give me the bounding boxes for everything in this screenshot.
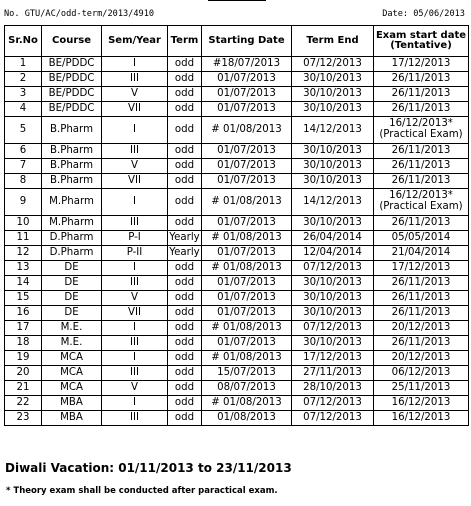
- exam-date: 26/11/2013: [391, 144, 451, 156]
- cell-exam-start-date: [374, 144, 469, 159]
- cell-exam-start-date: [374, 261, 469, 276]
- table-row: [5, 411, 469, 426]
- cell-term: odd: [168, 87, 202, 102]
- cell-sr-no: 16: [5, 306, 42, 321]
- cell-course: MBA: [42, 396, 102, 411]
- cell-starting-date: 01/08/2013: [202, 411, 292, 426]
- col-header-exam-start-date: [374, 26, 469, 57]
- cell-course: MCA: [42, 381, 102, 396]
- exam-start-date-label: Exam start date: [375, 29, 467, 41]
- col-header-starting-date: Starting Date: [202, 26, 292, 57]
- exam-date: 26/11/2013: [391, 87, 451, 99]
- cell-term-end: 30/10/2013: [292, 72, 374, 87]
- cell-term-end: 30/10/2013: [292, 336, 374, 351]
- cell-sem-year: I: [102, 261, 168, 276]
- cell-sem-year: III: [102, 366, 168, 381]
- cell-sem-year: III: [102, 411, 168, 426]
- cell-term-end: 30/10/2013: [292, 216, 374, 231]
- cell-course: M.Pharm: [42, 216, 102, 231]
- cell-course: BE/PDDC: [42, 57, 102, 72]
- table-row: [5, 381, 469, 396]
- cell-term: odd: [168, 216, 202, 231]
- cell-sr-no: 7: [5, 159, 42, 174]
- cell-term-end: 14/12/2013: [292, 117, 374, 144]
- cell-sr-no: 10: [5, 216, 42, 231]
- col-header-course: Course: [42, 26, 102, 57]
- exam-type-note: (Practical Exam): [379, 201, 463, 212]
- table-row: [5, 396, 469, 411]
- cell-term-end: 07/12/2013: [292, 261, 374, 276]
- cell-sr-no: 17: [5, 321, 42, 336]
- cell-sem-year: I: [102, 321, 168, 336]
- cell-sem-year: P-II: [102, 246, 168, 261]
- cell-exam-start-date: [374, 351, 469, 366]
- cell-course: B.Pharm: [42, 144, 102, 159]
- cell-term-end: 27/11/2013: [292, 366, 374, 381]
- cell-sr-no: 8: [5, 174, 42, 189]
- cell-course: DE: [42, 276, 102, 291]
- cell-sr-no: 13: [5, 261, 42, 276]
- col-header-term: Term: [168, 26, 202, 57]
- cell-sem-year: P-I: [102, 231, 168, 246]
- cell-starting-date: # 01/08/2013: [202, 396, 292, 411]
- cell-exam-start-date: [374, 174, 469, 189]
- cell-term: odd: [168, 366, 202, 381]
- cell-course: DE: [42, 261, 102, 276]
- cell-exam-start-date: [374, 246, 469, 261]
- cell-term: odd: [168, 306, 202, 321]
- cell-term: odd: [168, 174, 202, 189]
- cell-starting-date: # 01/08/2013: [202, 351, 292, 366]
- cell-sr-no: 12: [5, 246, 42, 261]
- cell-starting-date: 01/07/2013: [202, 87, 292, 102]
- cell-starting-date: 01/07/2013: [202, 246, 292, 261]
- cell-sr-no: 9: [5, 189, 42, 216]
- cell-term-end: 30/10/2013: [292, 144, 374, 159]
- cell-starting-date: 08/07/2013: [202, 381, 292, 396]
- cell-starting-date: 01/07/2013: [202, 144, 292, 159]
- cell-course: BE/PDDC: [42, 87, 102, 102]
- cell-term: odd: [168, 411, 202, 426]
- table-row: [5, 366, 469, 381]
- cell-starting-date: 01/07/2013: [202, 72, 292, 87]
- cell-term: odd: [168, 117, 202, 144]
- cell-term: odd: [168, 381, 202, 396]
- exam-date: 26/11/2013: [391, 159, 451, 171]
- exam-date: 26/11/2013: [391, 72, 451, 84]
- cell-course: DE: [42, 291, 102, 306]
- cell-sem-year: III: [102, 276, 168, 291]
- cell-term: odd: [168, 291, 202, 306]
- exam-date: 26/11/2013: [391, 291, 451, 303]
- cell-starting-date: # 01/08/2013: [202, 117, 292, 144]
- cell-sem-year: VII: [102, 306, 168, 321]
- cell-term: odd: [168, 321, 202, 336]
- cell-starting-date: 01/07/2013: [202, 159, 292, 174]
- cell-term-end: 30/10/2013: [292, 174, 374, 189]
- cell-exam-start-date: [374, 159, 469, 174]
- table-row: [5, 174, 469, 189]
- table-row: [5, 216, 469, 231]
- exam-date: 26/11/2013: [391, 102, 451, 114]
- exam-date: 26/11/2013: [391, 276, 451, 288]
- cell-sr-no: 3: [5, 87, 42, 102]
- cell-term: odd: [168, 276, 202, 291]
- cell-course: B.Pharm: [42, 174, 102, 189]
- cell-course: M.Pharm: [42, 189, 102, 216]
- table-row: [5, 306, 469, 321]
- exam-date: 05/05/2014: [391, 231, 451, 243]
- col-header-term-end: Term End: [292, 26, 374, 57]
- cell-sem-year: VII: [102, 102, 168, 117]
- exam-date: 16/12/2013*: [389, 190, 453, 202]
- cell-term-end: 07/12/2013: [292, 396, 374, 411]
- cell-sem-year: I: [102, 189, 168, 216]
- cell-course: B.Pharm: [42, 117, 102, 144]
- cell-exam-start-date: [374, 366, 469, 381]
- cell-sem-year: V: [102, 87, 168, 102]
- cell-term-end: 07/12/2013: [292, 411, 374, 426]
- footnote: * Theory exam shall be conducted after paractical exam.: [6, 486, 278, 496]
- document-date: Date: 05/06/2013: [382, 9, 465, 19]
- cell-sr-no: 20: [5, 366, 42, 381]
- cell-course: MCA: [42, 351, 102, 366]
- cell-term: odd: [168, 261, 202, 276]
- cell-term-end: 30/10/2013: [292, 87, 374, 102]
- cell-sem-year: III: [102, 336, 168, 351]
- cell-term-end: 30/10/2013: [292, 306, 374, 321]
- tentative-label: (Tentative): [390, 40, 452, 51]
- cell-exam-start-date: [374, 87, 469, 102]
- cell-term-end: 12/04/2014: [292, 246, 374, 261]
- table-header-row: [5, 26, 469, 57]
- exam-date: 26/11/2013: [391, 336, 451, 348]
- table-row: [5, 117, 469, 144]
- cell-term: odd: [168, 159, 202, 174]
- exam-date: 26/11/2013: [391, 306, 451, 318]
- cell-exam-start-date: [374, 57, 469, 72]
- diwali-vacation-note: Diwali Vacation: 01/11/2013 to 23/11/2013: [5, 461, 292, 475]
- cell-starting-date: 01/07/2013: [202, 306, 292, 321]
- cell-exam-start-date: [374, 117, 469, 144]
- cell-sr-no: 6: [5, 144, 42, 159]
- cell-course: DE: [42, 306, 102, 321]
- cell-term: odd: [168, 57, 202, 72]
- cell-sem-year: I: [102, 57, 168, 72]
- cell-term: odd: [168, 144, 202, 159]
- table-row: [5, 87, 469, 102]
- cell-sem-year: I: [102, 351, 168, 366]
- cell-exam-start-date: [374, 102, 469, 117]
- table-row: [5, 57, 469, 72]
- cell-starting-date: 01/07/2013: [202, 102, 292, 117]
- cell-starting-date: 01/07/2013: [202, 216, 292, 231]
- exam-date: 16/12/2013: [391, 396, 451, 408]
- table-row: [5, 336, 469, 351]
- cell-sr-no: 23: [5, 411, 42, 426]
- cell-sr-no: 1: [5, 57, 42, 72]
- cell-term-end: 30/10/2013: [292, 276, 374, 291]
- cell-starting-date: 01/07/2013: [202, 336, 292, 351]
- cell-sem-year: I: [102, 117, 168, 144]
- exam-type-note: (Practical Exam): [379, 129, 463, 140]
- cell-starting-date: #18/07/2013: [202, 57, 292, 72]
- table-row: [5, 276, 469, 291]
- cell-sem-year: III: [102, 144, 168, 159]
- cell-exam-start-date: [374, 291, 469, 306]
- academic-calendar-table: [4, 25, 469, 426]
- cell-course: BE/PDDC: [42, 102, 102, 117]
- cell-course: D.Pharm: [42, 231, 102, 246]
- cell-exam-start-date: [374, 336, 469, 351]
- header-rule: [208, 0, 266, 1]
- cell-sem-year: V: [102, 291, 168, 306]
- table-row: [5, 246, 469, 261]
- exam-date: 20/12/2013: [391, 351, 451, 363]
- cell-sr-no: 2: [5, 72, 42, 87]
- cell-course: MBA: [42, 411, 102, 426]
- cell-course: D.Pharm: [42, 246, 102, 261]
- cell-starting-date: 01/07/2013: [202, 291, 292, 306]
- cell-exam-start-date: [374, 72, 469, 87]
- exam-date: 06/12/2013: [391, 366, 451, 378]
- table-row: [5, 189, 469, 216]
- cell-sem-year: V: [102, 381, 168, 396]
- cell-term: odd: [168, 396, 202, 411]
- cell-starting-date: # 01/08/2013: [202, 321, 292, 336]
- table-row: [5, 351, 469, 366]
- cell-course: M.E.: [42, 336, 102, 351]
- exam-date: 26/11/2013: [391, 174, 451, 186]
- exam-date: 16/12/2013*: [389, 118, 453, 130]
- cell-sr-no: 11: [5, 231, 42, 246]
- table-row: [5, 261, 469, 276]
- col-header-sr-no: Sr.No: [5, 26, 42, 57]
- cell-sr-no: 4: [5, 102, 42, 117]
- table-row: [5, 102, 469, 117]
- table-row: [5, 321, 469, 336]
- cell-sr-no: 22: [5, 396, 42, 411]
- cell-exam-start-date: [374, 396, 469, 411]
- table-row: [5, 291, 469, 306]
- cell-sr-no: 15: [5, 291, 42, 306]
- cell-exam-start-date: [374, 411, 469, 426]
- cell-course: BE/PDDC: [42, 72, 102, 87]
- cell-term: Yearly: [168, 231, 202, 246]
- cell-term-end: 14/12/2013: [292, 189, 374, 216]
- table-row: [5, 72, 469, 87]
- cell-course: M.E.: [42, 321, 102, 336]
- table-row: [5, 144, 469, 159]
- cell-sr-no: 18: [5, 336, 42, 351]
- cell-term-end: 07/12/2013: [292, 57, 374, 72]
- cell-starting-date: 01/07/2013: [202, 174, 292, 189]
- cell-term: Yearly: [168, 246, 202, 261]
- cell-term: odd: [168, 102, 202, 117]
- exam-date: 25/11/2013: [391, 381, 451, 393]
- cell-starting-date: 01/07/2013: [202, 276, 292, 291]
- reference-number: No. GTU/AC/odd-term/2013/4910: [4, 9, 155, 19]
- cell-sem-year: V: [102, 159, 168, 174]
- cell-sr-no: 19: [5, 351, 42, 366]
- cell-term-end: 30/10/2013: [292, 102, 374, 117]
- table-row: [5, 231, 469, 246]
- cell-course: B.Pharm: [42, 159, 102, 174]
- cell-starting-date: # 01/08/2013: [202, 231, 292, 246]
- cell-sem-year: III: [102, 72, 168, 87]
- cell-exam-start-date: [374, 276, 469, 291]
- exam-date: 26/11/2013: [391, 216, 451, 228]
- cell-sem-year: I: [102, 396, 168, 411]
- col-header-sem-year: Sem/Year: [102, 26, 168, 57]
- cell-term-end: 28/10/2013: [292, 381, 374, 396]
- cell-sr-no: 14: [5, 276, 42, 291]
- cell-starting-date: 15/07/2013: [202, 366, 292, 381]
- cell-course: MCA: [42, 366, 102, 381]
- table-row: [5, 159, 469, 174]
- cell-term-end: 07/12/2013: [292, 321, 374, 336]
- cell-term: odd: [168, 189, 202, 216]
- exam-date: 17/12/2013: [391, 261, 451, 273]
- cell-term: odd: [168, 351, 202, 366]
- cell-starting-date: # 01/08/2013: [202, 189, 292, 216]
- cell-sr-no: 21: [5, 381, 42, 396]
- cell-term-end: 26/04/2014: [292, 231, 374, 246]
- exam-date: 16/12/2013: [391, 411, 451, 423]
- cell-exam-start-date: [374, 306, 469, 321]
- cell-term: odd: [168, 336, 202, 351]
- cell-exam-start-date: [374, 231, 469, 246]
- cell-term-end: 30/10/2013: [292, 159, 374, 174]
- cell-sem-year: VII: [102, 174, 168, 189]
- exam-date: 20/12/2013: [391, 321, 451, 333]
- cell-term: odd: [168, 72, 202, 87]
- cell-term-end: 17/12/2013: [292, 351, 374, 366]
- cell-sem-year: III: [102, 216, 168, 231]
- cell-exam-start-date: [374, 321, 469, 336]
- cell-starting-date: # 01/08/2013: [202, 261, 292, 276]
- exam-date: 17/12/2013: [391, 57, 451, 69]
- exam-date: 21/04/2014: [391, 246, 451, 258]
- cell-term-end: 30/10/2013: [292, 291, 374, 306]
- cell-exam-start-date: [374, 189, 469, 216]
- cell-exam-start-date: [374, 381, 469, 396]
- cell-sr-no: 5: [5, 117, 42, 144]
- cell-exam-start-date: [374, 216, 469, 231]
